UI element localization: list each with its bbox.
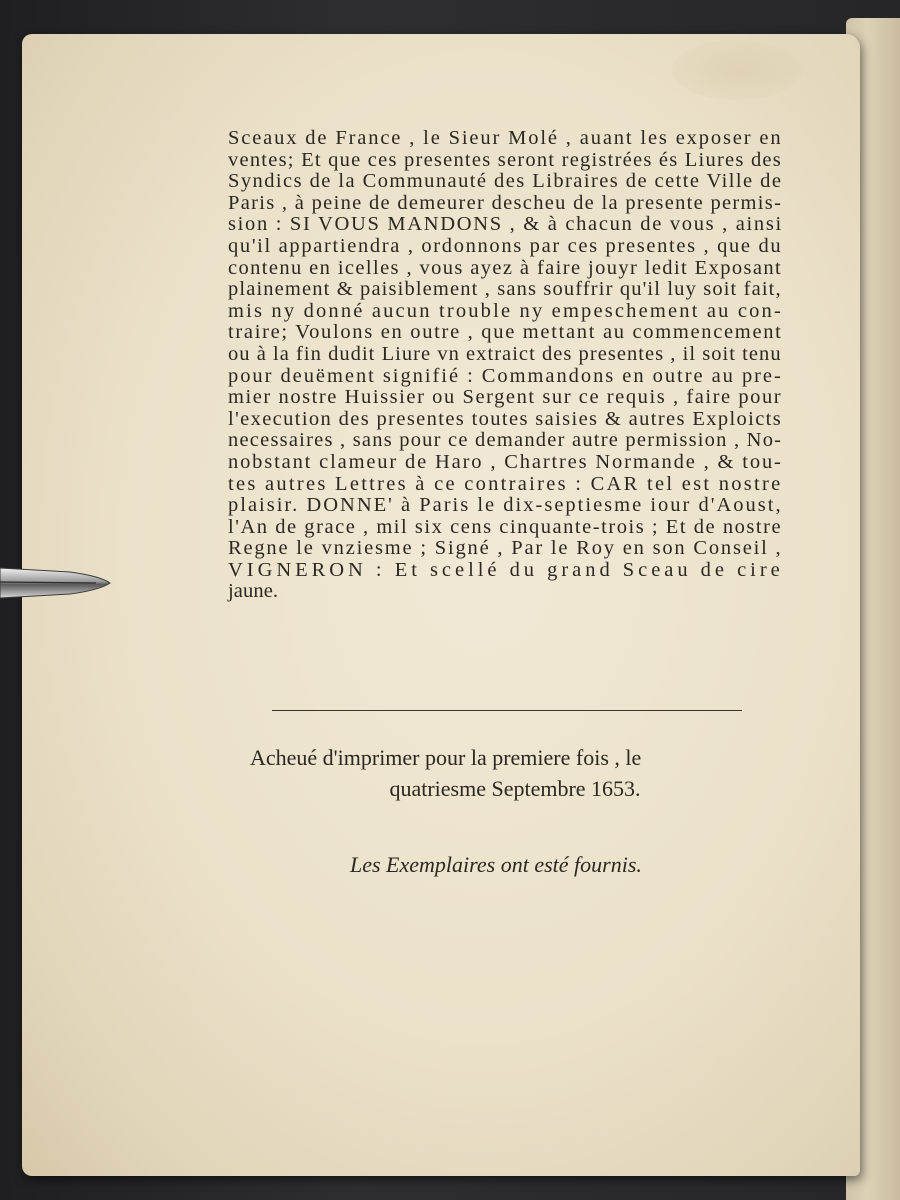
text-line: l'execution des presentes toutes saisies & autres Exploicts (228, 407, 783, 430)
text-line: qu'il appartiendra , ordonnons par ces presentes , que du (228, 234, 783, 257)
metal-clip-icon (0, 562, 112, 602)
printing-colophon (250, 742, 780, 804)
text-line: ventes; Et que ces presentes seront registrées és Liures des (228, 148, 782, 171)
text-line: Paris , à peine de demeurer descheu de la presente permis- (228, 191, 783, 214)
privilege-text (228, 128, 788, 603)
text-line: sion : SI VOUS MANDONS , & à chacun de vous , ainsi (228, 213, 783, 236)
text-line: mier nostre Huissier ou Sergent sur ce requis , faire pour (228, 386, 783, 409)
colophon-line: quatriesme Septembre 1653. (389, 776, 641, 801)
text-line: plaisir. DONNE' à Paris le dix-septiesme iour d'Aoust, (228, 494, 783, 517)
text-line: Syndics de la Communauté des Libraires de cette Ville de (228, 170, 783, 193)
text-line: l'An de grace , mil six cens cinquante-trois ; Et de nostre (228, 515, 783, 538)
colophon-line: Acheué d'imprimer pour la premiere fois , le (250, 745, 642, 770)
paper-stain (672, 40, 802, 100)
separator-rule (272, 710, 742, 711)
text-line: tes autres Lettres à ce contraires : CAR tel est nostre (228, 472, 783, 495)
copies-note: Les Exemplaires ont esté fournis. (350, 852, 642, 877)
text-line: VIGNERON : Et scellé du grand Sceau de cire (228, 558, 784, 581)
text-line: ou à la fin dudit Liure vn extraict des presentes , il soit tenu (228, 342, 782, 365)
text-line: contenu en icelles , vous ayez à faire jouyr ledit Exposant (228, 256, 783, 279)
text-line: pour deuëment signifié : Commandons en outre au pre- (228, 364, 783, 387)
text-line: Regne le vnziesme ; Signé , Par le Roy en son Conseil , (228, 537, 783, 560)
text-line: plainement & paisiblement , sans souffrir qu'il luy soit fait, (228, 278, 782, 301)
text-line: nobstant clameur de Haro , Chartres Normande , & tou- (228, 450, 783, 473)
text-line: jaune. (228, 580, 279, 603)
text-line: traire; Voulons en outre , que mettant au commencement (228, 321, 783, 344)
text-line: necessaires , sans pour ce demander autre permission , No- (228, 429, 783, 452)
text-line: Sceaux de France , le Sieur Molé , auant les exposer en (228, 127, 783, 149)
text-line: mis ny donné aucun trouble ny empeschement au con- (228, 299, 783, 322)
